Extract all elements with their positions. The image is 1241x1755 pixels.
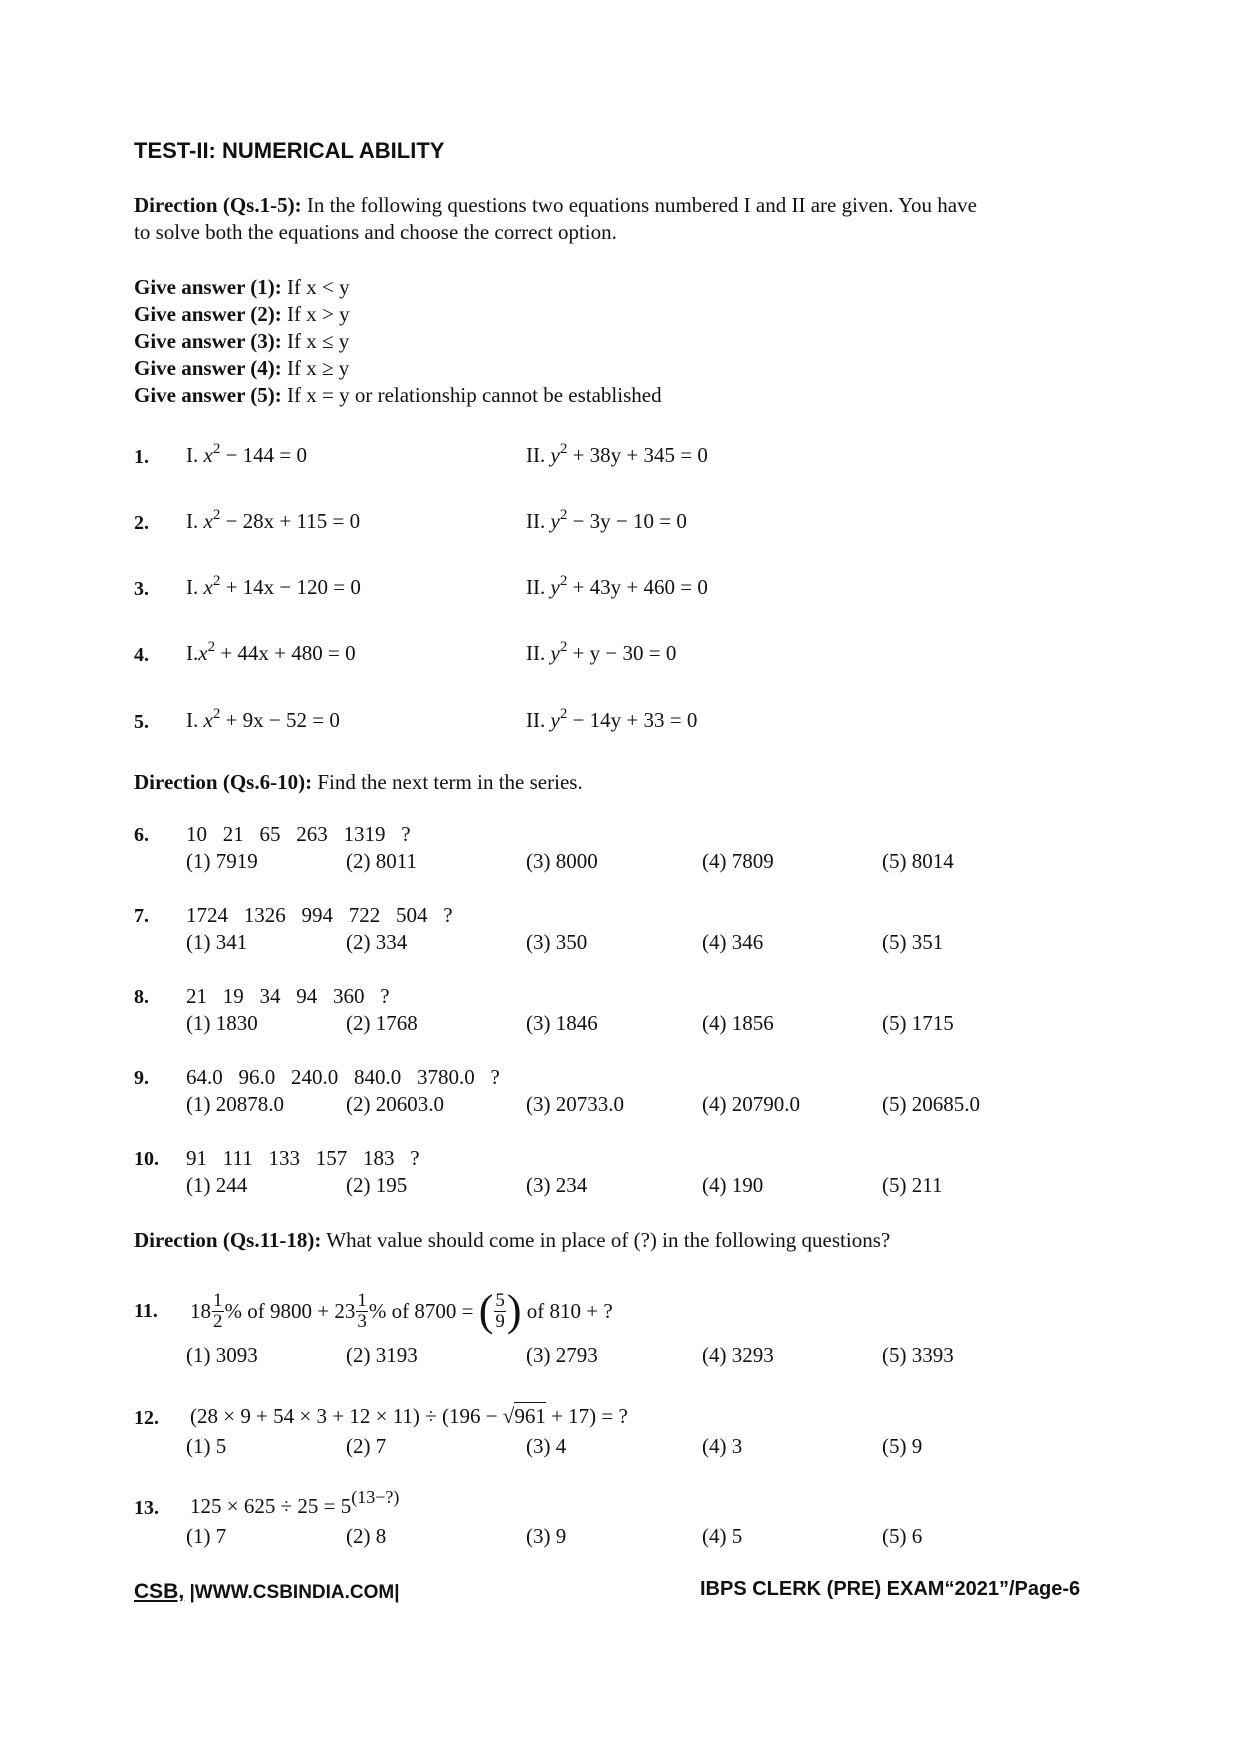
question-number: 4. — [134, 644, 149, 666]
answer-key-4 — [134, 355, 349, 382]
q11-expression — [190, 1281, 613, 1341]
q11-whole: 18 — [190, 1298, 211, 1323]
answer-key-label: Give answer (5): — [134, 383, 282, 407]
option-2: (2) 3193 — [346, 1343, 418, 1367]
equation-I — [186, 443, 307, 468]
eq-exp: 2 — [207, 639, 216, 655]
right-paren: ) — [506, 1286, 522, 1335]
q13-expr: 125 × 625 ÷ 25 = 5 — [190, 1494, 352, 1518]
option-2: (2) 8011 — [346, 849, 417, 873]
equation-I — [186, 575, 361, 600]
eq-exp: 2 — [212, 706, 221, 722]
question-number: 12. — [134, 1407, 159, 1429]
option-3: (3) 2793 — [526, 1343, 598, 1367]
eq-var: y — [550, 443, 560, 467]
option-2: (2) 334 — [346, 930, 408, 954]
eq-var: x — [203, 443, 213, 467]
eq-prefix: II. — [526, 575, 546, 599]
series-sequence: 21 19 34 94 360 ? — [186, 984, 390, 1008]
eq-exp: 2 — [559, 573, 568, 589]
option-4: (4) 20790.0 — [702, 1092, 800, 1116]
option-2: (2) 8 — [346, 1524, 387, 1548]
eq-prefix: I. — [186, 708, 199, 732]
eq-exp: 2 — [212, 507, 221, 523]
option-4: (4) 190 — [702, 1173, 764, 1197]
q11-part: % of 9800 + 23 — [224, 1298, 356, 1323]
equation-II — [526, 509, 687, 534]
option-3: (3) 8000 — [526, 849, 598, 873]
equation-I — [186, 641, 356, 666]
direction-1 — [134, 192, 977, 219]
footer-brand: CSB, — [134, 1580, 185, 1603]
option-3: (3) 9 — [526, 1524, 567, 1548]
eq-var: y — [550, 575, 560, 599]
eq-prefix: II. — [526, 509, 546, 533]
eq-rest: + 44x + 480 = 0 — [215, 641, 356, 665]
equation-I — [186, 708, 340, 733]
option-5: (5) 211 — [882, 1173, 943, 1197]
option-4: (4) 5 — [702, 1524, 743, 1548]
eq-var: x — [203, 575, 213, 599]
eq-var: y — [550, 509, 560, 533]
eq-prefix: I. — [186, 575, 199, 599]
series-sequence: 10 21 65 263 1319 ? — [186, 822, 411, 846]
option-5: (5) 1715 — [882, 1011, 954, 1035]
answer-key-2 — [134, 301, 350, 328]
question-number: 2. — [134, 512, 149, 534]
question-number: 6. — [134, 824, 149, 846]
eq-var: x — [203, 708, 213, 732]
option-3: (3) 350 — [526, 930, 588, 954]
question-number: 13. — [134, 1497, 159, 1519]
direction-2-text: Find the next term in the series. — [312, 770, 583, 794]
option-5: (5) 6 — [882, 1524, 923, 1548]
question-number: 8. — [134, 986, 149, 1008]
eq-exp: 2 — [212, 573, 221, 589]
eq-var: x — [198, 641, 208, 665]
direction-3-text: What value should come in place of (?) in the following questions? — [321, 1228, 891, 1252]
option-4: (4) 3293 — [702, 1343, 774, 1367]
page-title: TEST-II: NUMERICAL ABILITY — [134, 138, 445, 163]
answer-key-label: Give answer (4): — [134, 356, 282, 380]
q11-part: % of 8700 = — [368, 1298, 474, 1323]
eq-rest: − 3y − 10 = 0 — [567, 509, 687, 533]
eq-rest: − 144 = 0 — [220, 443, 308, 467]
option-1: (1) 341 — [186, 930, 248, 954]
answer-key-1 — [134, 274, 350, 301]
option-2: (2) 20603.0 — [346, 1092, 444, 1116]
answer-key-3 — [134, 328, 349, 355]
q11-part: of 810 + ? — [526, 1298, 613, 1323]
numerator: 1 — [357, 1289, 367, 1311]
direction-2 — [134, 769, 583, 796]
answer-key-label: Give answer (3): — [134, 329, 282, 353]
question-number: 5. — [134, 711, 149, 733]
numerator: 1 — [213, 1289, 223, 1311]
option-1: (1) 7919 — [186, 849, 258, 873]
option-5: (5) 20685.0 — [882, 1092, 980, 1116]
eq-prefix: II. — [526, 641, 546, 665]
eq-prefix: II. — [526, 443, 546, 467]
direction-2-label: Direction (Qs.6-10): — [134, 770, 313, 794]
option-5: (5) 3393 — [882, 1343, 954, 1367]
option-4: (4) 1856 — [702, 1011, 774, 1035]
option-1: (1) 7 — [186, 1524, 227, 1548]
eq-prefix: II. — [526, 708, 546, 732]
option-2: (2) 7 — [346, 1434, 387, 1458]
q13-exponent: (13−?) — [351, 1487, 400, 1507]
eq-exp: 2 — [212, 441, 221, 457]
equation-II — [526, 708, 697, 733]
option-4: (4) 3 — [702, 1434, 743, 1458]
direction-1-text-line2: to solve both the equations and choose the correct option. — [134, 220, 617, 244]
option-1: (1) 20878.0 — [186, 1092, 284, 1116]
answer-key-text: If x ≥ y — [281, 356, 350, 380]
equation-II — [526, 641, 676, 666]
equation-I — [186, 509, 360, 534]
option-4: (4) 7809 — [702, 849, 774, 873]
eq-var: y — [550, 708, 560, 732]
option-1: (1) 3093 — [186, 1343, 258, 1367]
numerator: 5 — [495, 1289, 505, 1311]
eq-rest: + 9x − 52 = 0 — [220, 708, 340, 732]
q12-expr-b: + 17) = ? — [545, 1404, 628, 1428]
series-sequence: 91 111 133 157 183 ? — [186, 1146, 420, 1170]
answer-key-label: Give answer (2): — [134, 302, 282, 326]
q11-fraction-1 — [212, 1291, 224, 1332]
question-number: 9. — [134, 1067, 149, 1089]
denominator: 3 — [357, 1310, 367, 1332]
option-3: (3) 234 — [526, 1173, 588, 1197]
question-number: 3. — [134, 578, 149, 600]
answer-key-5 — [134, 382, 662, 409]
eq-exp: 2 — [559, 507, 568, 523]
question-number: 7. — [134, 905, 149, 927]
option-1: (1) 1830 — [186, 1011, 258, 1035]
question-number: 1. — [134, 446, 149, 468]
eq-rest: − 28x + 115 = 0 — [220, 509, 361, 533]
option-5: (5) 8014 — [882, 849, 954, 873]
q13-expression — [190, 1487, 400, 1519]
eq-exp: 2 — [559, 706, 568, 722]
eq-exp: 2 — [559, 441, 568, 457]
eq-rest: + 14x − 120 = 0 — [220, 575, 361, 599]
answer-key-text: If x ≤ y — [281, 329, 350, 353]
answer-key-label: Give answer (1): — [134, 275, 282, 299]
eq-rest: + 43y + 460 = 0 — [567, 575, 708, 599]
denominator: 9 — [495, 1310, 505, 1332]
q11-fraction-2 — [356, 1291, 368, 1332]
eq-prefix: I. — [186, 443, 199, 467]
option-2: (2) 1768 — [346, 1011, 418, 1035]
question-number: 11. — [134, 1300, 158, 1322]
q12-expr-a: (28 × 9 + 54 × 3 + 12 × 11) ÷ (196 − √ — [190, 1404, 515, 1428]
answer-key-text: If x = y or relationship cannot be established — [281, 383, 662, 407]
direction-1-label: Direction (Qs.1-5): — [134, 193, 302, 217]
eq-rest: + 38y + 345 = 0 — [567, 443, 708, 467]
option-5: (5) 9 — [882, 1434, 923, 1458]
option-3: (3) 20733.0 — [526, 1092, 624, 1116]
q12-expression — [190, 1404, 628, 1429]
series-sequence: 64.0 96.0 240.0 840.0 3780.0 ? — [186, 1065, 500, 1089]
eq-exp: 2 — [559, 639, 568, 655]
footer-site-link[interactable]: |WWW.CSBINDIA.COM| — [184, 1582, 400, 1603]
eq-prefix: I. — [186, 509, 199, 533]
option-3: (3) 1846 — [526, 1011, 598, 1035]
option-5: (5) 351 — [882, 930, 944, 954]
option-1: (1) 244 — [186, 1173, 248, 1197]
eq-rest: − 14y + 33 = 0 — [567, 708, 698, 732]
option-1: (1) 5 — [186, 1434, 227, 1458]
answer-key-text: If x > y — [281, 302, 350, 326]
direction-3 — [134, 1227, 890, 1254]
answer-key-text: If x < y — [281, 275, 350, 299]
eq-var: y — [550, 641, 560, 665]
option-2: (2) 195 — [346, 1173, 408, 1197]
series-sequence: 1724 1326 994 722 504 ? — [186, 903, 453, 927]
left-paren: ( — [478, 1286, 494, 1335]
q11-fraction-3 — [494, 1291, 506, 1332]
equation-II — [526, 443, 708, 468]
option-4: (4) 346 — [702, 930, 764, 954]
direction-1-text: In the following questions two equations numbered I and II are given. You have — [301, 193, 977, 217]
eq-var: x — [203, 509, 213, 533]
eq-rest: + y − 30 = 0 — [567, 641, 677, 665]
question-number: 10. — [134, 1148, 159, 1170]
footer-page-info: IBPS CLERK (PRE) EXAM“2021”/Page-6 — [700, 1578, 1081, 1600]
denominator: 2 — [213, 1310, 223, 1332]
q12-radicand: 961 — [514, 1404, 546, 1428]
eq-prefix: I. — [186, 641, 199, 665]
equation-II — [526, 575, 708, 600]
direction-3-label: Direction (Qs.11-18): — [134, 1228, 322, 1252]
footer-left — [134, 1580, 400, 1604]
option-3: (3) 4 — [526, 1434, 567, 1458]
